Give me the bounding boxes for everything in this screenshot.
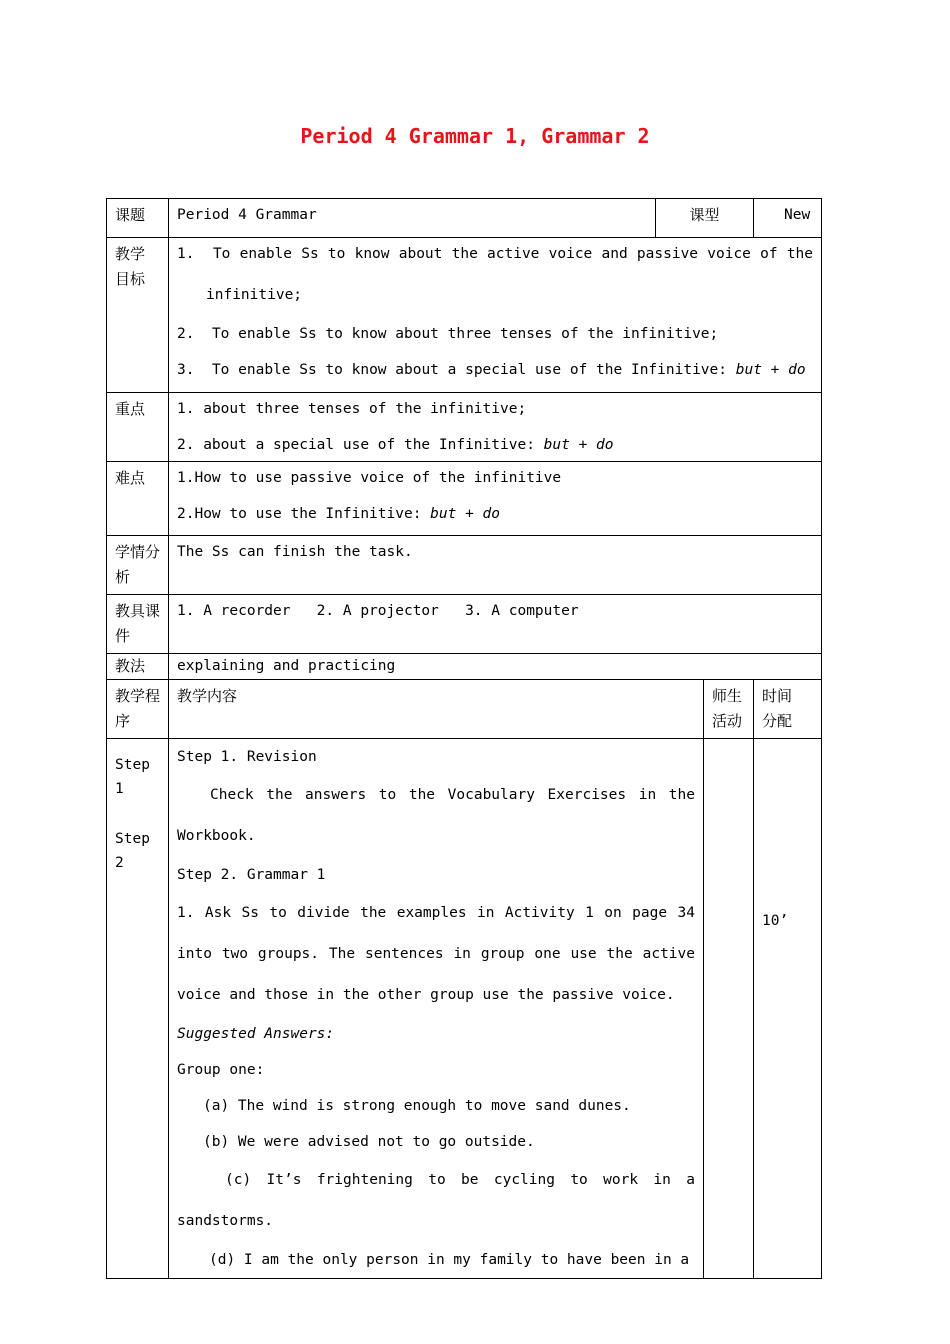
answer-c: (c) It’s frightening to be cycling to work in a sandstorms. bbox=[177, 1172, 695, 1229]
procedure-content bbox=[169, 739, 704, 1279]
time-cell bbox=[754, 739, 822, 1279]
row-procedure-header bbox=[107, 680, 822, 739]
objective-2-number: 2. bbox=[177, 326, 195, 342]
key-point-1: 1. about three tenses of the infinitive; bbox=[177, 401, 527, 417]
step-labels bbox=[107, 739, 169, 1279]
objectives-label-line1: 教学 bbox=[115, 245, 146, 263]
aids-text: 1. A recorder 2. A projector 3. A computer bbox=[169, 595, 822, 654]
answer-b: (b) We were advised not to go outside. bbox=[203, 1134, 535, 1150]
activity-col-header-line1: 师生 bbox=[712, 687, 743, 705]
objective-1-text: To enable Ss to know about the active voice and passive voice of the infinitive; bbox=[206, 246, 814, 303]
objective-2-text: To enable Ss to know about three tenses of the infinitive; bbox=[211, 326, 719, 342]
difficulty-2-text: 2.How to use the Infinitive: bbox=[177, 506, 422, 522]
objectives-content bbox=[169, 238, 822, 393]
procedure-col-header-line2: 序 bbox=[115, 712, 131, 730]
objective-3-number: 3. bbox=[177, 362, 195, 378]
key-point-2-text: 2. about a special use of the Infinitive: bbox=[177, 437, 535, 453]
time-allocation: 10’ bbox=[762, 913, 789, 929]
topic-value: Period 4 Grammar bbox=[169, 199, 656, 238]
step-2-heading: Step 2. Grammar 1 bbox=[177, 867, 326, 883]
row-aids bbox=[107, 595, 822, 654]
answer-d: (d) I am the only person in my family to have been in a bbox=[209, 1252, 690, 1268]
difficulties-label: 难点 bbox=[107, 462, 169, 536]
content-col-header: 教学内容 bbox=[169, 680, 704, 739]
objective-3-emphasis: but + do bbox=[735, 362, 806, 378]
analysis-label-line1: 学情分 bbox=[115, 543, 161, 561]
analysis-label bbox=[107, 536, 169, 595]
difficulty-1: 1.How to use passive voice of the infinitive bbox=[177, 470, 562, 486]
type-label: 课型 bbox=[656, 199, 754, 238]
lesson-plan-table bbox=[106, 198, 822, 1279]
time-col-header bbox=[754, 680, 822, 739]
row-topic bbox=[107, 199, 822, 238]
step-1-label-line1: Step bbox=[115, 757, 150, 773]
key-points-content bbox=[169, 393, 822, 462]
type-value: New bbox=[754, 199, 822, 238]
row-objectives bbox=[107, 238, 822, 393]
objectives-label-line2: 目标 bbox=[115, 270, 146, 288]
aids-label bbox=[107, 595, 169, 654]
row-difficulties bbox=[107, 462, 822, 536]
difficulty-2-emphasis: but + do bbox=[430, 506, 501, 522]
procedure-col-header-line1: 教学程 bbox=[115, 687, 161, 705]
activity-col-header-line2: 活动 bbox=[712, 712, 743, 730]
analysis-text: The Ss can finish the task. bbox=[169, 536, 822, 595]
answer-a: (a) The wind is strong enough to move sand dunes. bbox=[203, 1098, 631, 1114]
objective-3-text: To enable Ss to know about a special use of the Infinitive: bbox=[211, 362, 727, 378]
topic-label: 课题 bbox=[107, 199, 169, 238]
step-2-label-line2: 2 bbox=[115, 855, 124, 871]
aids-label-line2: 件 bbox=[115, 627, 131, 645]
time-col-header-line2: 分配 bbox=[762, 712, 793, 730]
row-procedure-body bbox=[107, 739, 822, 1279]
activity-cell bbox=[704, 739, 754, 1279]
step-1-heading: Step 1. Revision bbox=[177, 749, 317, 765]
method-label: 教法 bbox=[107, 654, 169, 680]
step-2-item-1: 1. Ask Ss to divide the examples in Activity 1 on page 34 into two groups. The sentences in group one use the active voice and those in the other group use the passive voice. bbox=[177, 905, 695, 1003]
key-points-label: 重点 bbox=[107, 393, 169, 462]
procedure-col-header bbox=[107, 680, 169, 739]
method-text: explaining and practicing bbox=[169, 654, 822, 680]
suggested-answers-label: Suggested Answers: bbox=[177, 1026, 335, 1042]
step-2-label-line1: Step bbox=[115, 831, 150, 847]
step-spacer bbox=[115, 801, 160, 827]
objective-item-1 bbox=[177, 234, 813, 316]
objective-item-2 bbox=[177, 316, 813, 352]
step-1-label-line2: 1 bbox=[115, 781, 124, 797]
key-point-2 bbox=[177, 433, 813, 457]
difficulties-content bbox=[169, 462, 822, 536]
row-analysis bbox=[107, 536, 822, 595]
step-1-body: Check the answers to the Vocabulary Exercises in the Workbook. bbox=[177, 787, 695, 844]
step-1-indent bbox=[177, 787, 210, 803]
document-title: Period 4 Grammar 1, Grammar 2 bbox=[300, 124, 650, 148]
activity-col-header bbox=[704, 680, 754, 739]
objectives-label bbox=[107, 238, 169, 393]
difficulty-2 bbox=[177, 502, 813, 526]
group-one-label: Group one: bbox=[177, 1062, 265, 1078]
aids-label-line1: 教具课 bbox=[115, 602, 161, 620]
analysis-label-line2: 析 bbox=[115, 568, 131, 586]
row-key-points bbox=[107, 393, 822, 462]
objective-item-3 bbox=[177, 352, 813, 388]
objective-1-number: 1. bbox=[177, 246, 195, 262]
time-col-header-line1: 时间 bbox=[762, 687, 793, 705]
key-point-2-emphasis: but + do bbox=[543, 437, 614, 453]
step-1-text bbox=[177, 775, 695, 857]
row-method bbox=[107, 654, 822, 680]
